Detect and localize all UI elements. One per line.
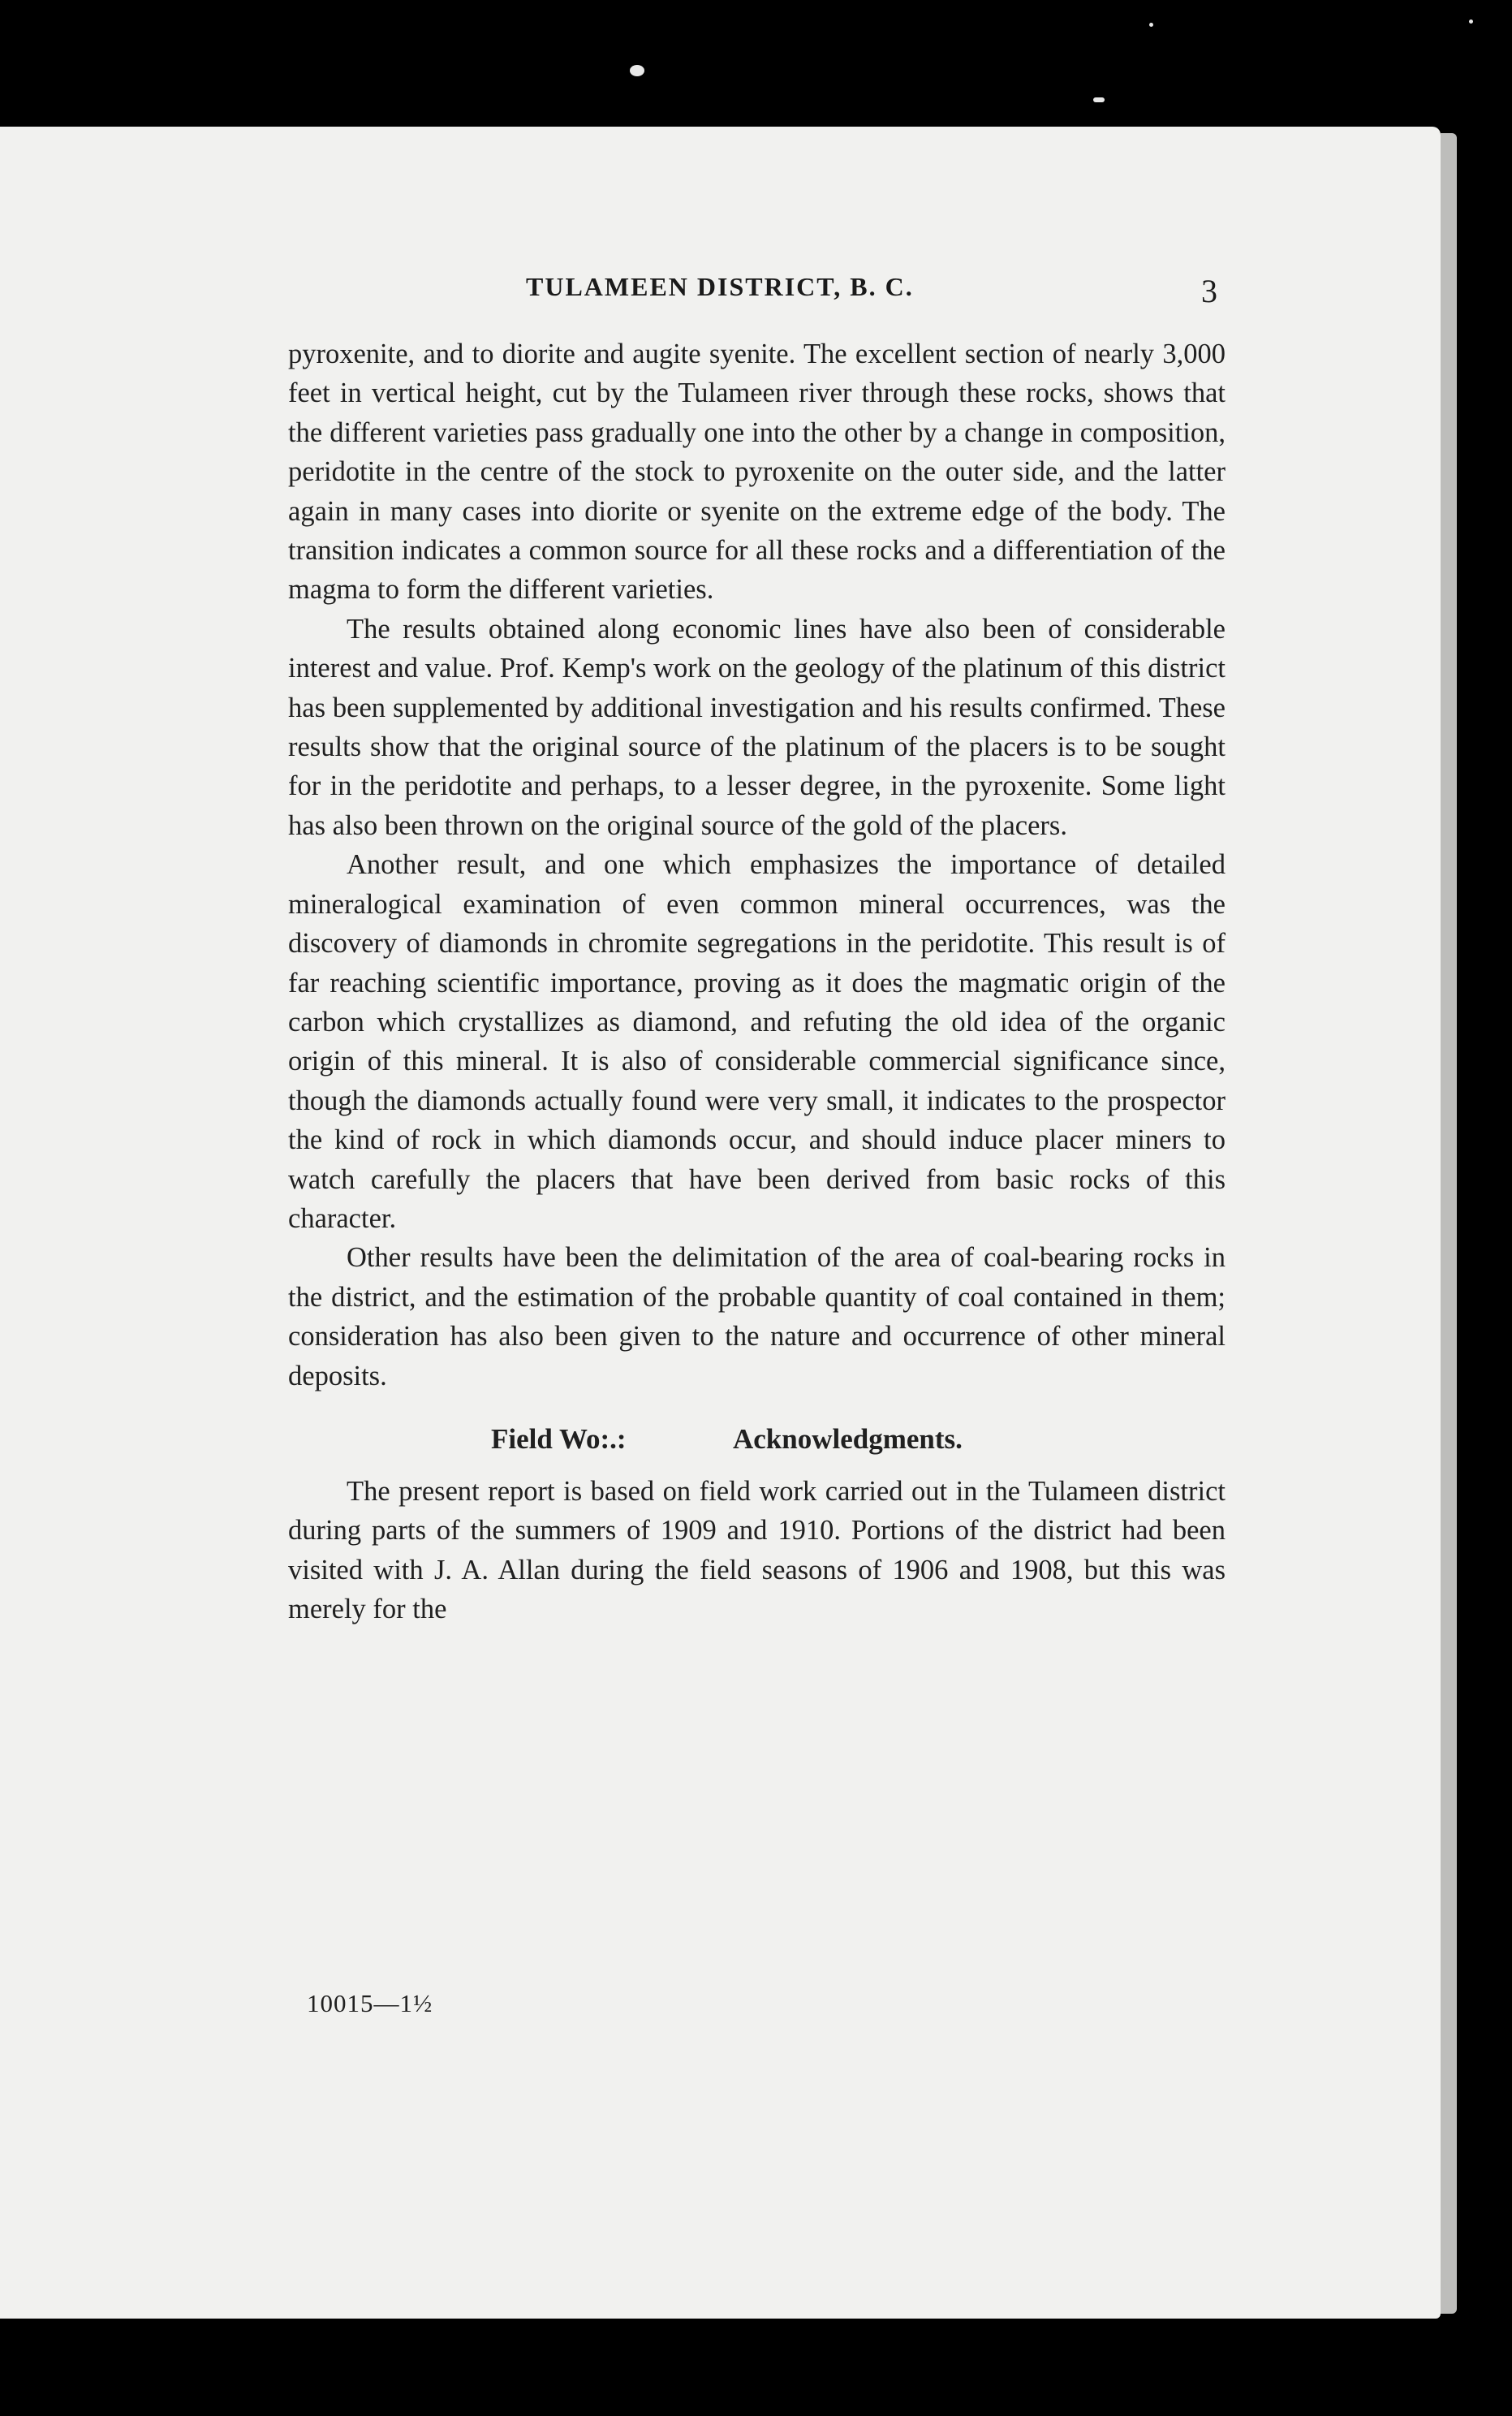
dust-speck [1149,23,1153,27]
paragraph: Another result, and one which emphasizes the importance of detailed mineralogical examination of even common mineral occurrences, was the discovery of diamonds in chromite segregations in the peridotite. This result is of far reaching scientific importance, proving as it does the magmatic origin of the carbon which crystallizes as diamond, and refuting the old idea of the organic origin of this mineral. It is also of considerable commercial significance since, though the diamonds actually found were very small, it indicates to the prospector the kind of rock in which diamonds occur, and should induce placer miners to watch carefully the placers that have been derived from basic rocks of this character. [288,849,1226,1234]
dust-speck [1093,97,1105,102]
paragraph: The results obtained along economic lines have also been of considerable interest and value. Prof. Kemp's work on the geology of the platinum of this district has been supplemented by additional investigation and his results confirmed. These results show that the original source of the platinum of the placers is to be sought for in the peridotite and perhaps, to a lesser degree, in the pyroxenite. Some light has also been thrown on the original source of the gold of the placers. [288,613,1226,841]
dust-speck [1469,19,1473,24]
side-heading: Field Wo:.: [491,1422,627,1455]
page-number: 3 [1201,273,1217,309]
running-header [260,272,1217,321]
body-text [288,334,1226,1629]
dust-speck [630,65,644,76]
section-heading: Acknowledgments. [733,1422,963,1455]
paragraph: Other results have been the delimitation of the area of coal-bearing rocks in the district, and the estimation of the probable quantity of coal contained in them; consideration has also been given to the nature and occurrence of other mineral deposits. [288,1242,1226,1391]
paragraph: The present report is based on field work carried out in the Tulameen district during parts of the summers of 1909 and 1910. Portions of the district had been visited with J. A. Allan during the field seasons of 1906 and 1908, but this was merely for the [288,1475,1226,1625]
section-headings [288,1407,1226,1465]
running-title: TULAMEEN DISTRICT, B. C. [526,272,914,301]
page-edge-shadow [1441,133,1457,2314]
paragraph: pyroxenite, and to diorite and augite syenite. The excellent section of nearly 3,000 feet in vertical height, cut by the Tulameen river through these rocks, shows that the different varieties pass gradually one into the other by a change in composition, peridotite in the centre of the stock to pyroxenite on the outer side, and the latter again in many cases into diorite or syenite on the extreme edge of the body. The transition indicates a common source for all these rocks and a differentiation of the magma to form the different varieties. [288,339,1226,606]
signature-mark: 10015—1½ [307,1989,433,2017]
